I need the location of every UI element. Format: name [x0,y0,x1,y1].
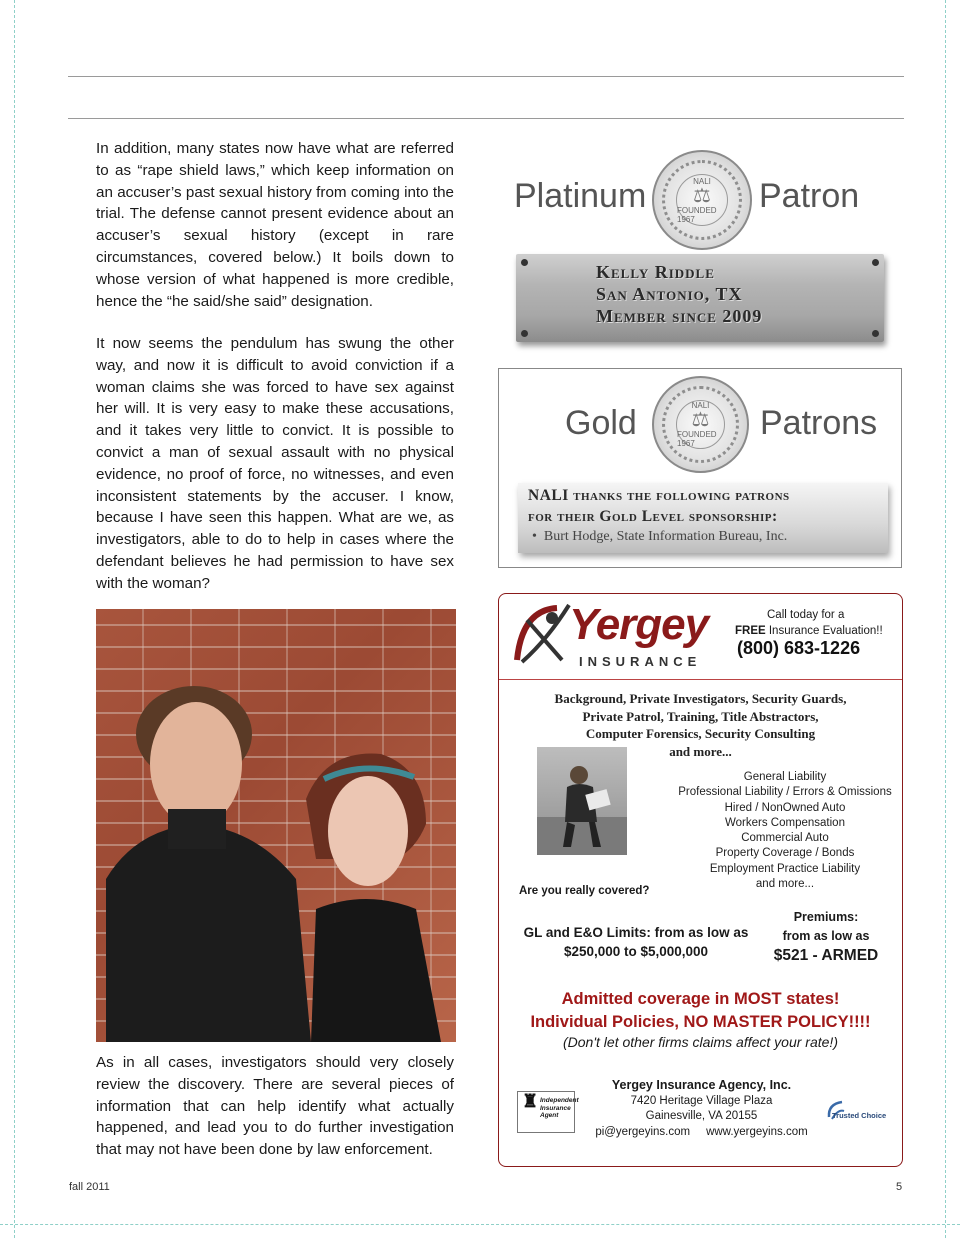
plaque-name: Kelly Riddle [596,262,715,282]
agency-street: 7420 Heritage Village Plaza [630,1094,773,1107]
gold-thanks-line-1: NALI thanks the following patrons [528,487,790,504]
article-paragraph-2: It now seems the pendulum has swung the other way, and now it is difficult to avoid conviction if a woman claims she was forced to have sex against her will. It is very easy to make these accusations, and it takes very little to convict. It is possible to convict a man of sexual assault with no physical evidence, no proof of force, no witnesses, and even inconsistent statements by the accuser. I know, because I have seen this happen. What are we, as investigators, able to do to help in cases where the defendant believes he had permission to have sex with the woman? [96,335,454,592]
article-paragraph-1: In addition, many states now have what are referred to as “rape shield laws,” which keep information on an accuser’s past sexual history from coming into the trial. The defense cannot present evidence about an accuser’s sexual history (except in rare circumstances, covered below.) It boils down to whose version of what happened is more credible, hence the “he said/she said” designation. [96,140,454,310]
seal-bottom-text: FOUNDED 1967 [677,205,717,224]
admitted-line-2: Individual Policies, NO MASTER POLICY!!!! [530,1013,871,1031]
admitted-line-1: Admitted coverage in MOST states! [561,990,840,1008]
yergey-brand-sub: INSURANCE [579,654,702,669]
gold-patron-item [532,529,787,545]
article-paragraph-3: As in all cases, investigators should very closely review the discovery. There are several pieces of information that can help identify what actually happened, and lead you to do further investigation that may not have been done by law enforcement. [96,1054,454,1159]
coverage-item: General Liability [743,771,827,783]
seal-top-text: NALI [693,176,711,186]
patron-word: Patron [759,177,860,215]
agency-website[interactable]: www.yergeyins.com [706,1125,808,1138]
article-photo [96,609,456,1042]
admitted-text [499,988,902,1034]
coverage-item: Hired / NonOwned Auto [724,801,846,814]
scales-icon: ⚖ [691,409,710,431]
independent-agent-badge [517,1091,579,1133]
covered-question: Are you really covered? [519,885,650,897]
seal-top-text: NALI [691,401,710,410]
premiums-price: $521 - ARMED [773,947,879,964]
header-rule-bottom [68,118,904,119]
coverage-item: Commercial Auto [741,832,829,845]
service-line: Computer Forensics, Security Consulting [585,726,816,741]
free-evaluation-text [735,625,883,637]
gold-thanks-bar [518,483,888,553]
coverage-item: Professional Liability / Errors & Omissions [678,786,892,799]
guide-bottom [0,1224,960,1225]
service-line: and more... [669,743,732,759]
yergey-brand: Yergey [569,600,709,649]
guide-right [945,0,946,1238]
worried-man-photo [537,747,627,855]
platinum-word: Platinum [514,177,647,215]
agency-email[interactable]: pi@yergeyins.com [595,1125,691,1138]
limits-line-1: GL and E&O Limits: from as low as [523,925,749,940]
coverage-list [675,770,895,892]
limits-line-2: $250,000 to $5,000,000 [563,944,709,959]
gold-thanks-line-2: for their Gold Level sponsorship: [528,508,778,525]
limits-text [511,923,761,961]
issue-label: fall 2011 [69,1181,110,1193]
premiums-from: from as low as [782,929,870,943]
plaque-member-since: Member since 2009 [596,306,763,326]
phone-number[interactable]: (800) 683-1226 [737,638,861,658]
coverage-item: Workers Compensation [725,816,845,829]
agency-city: Gainesville, VA 20155 [645,1110,758,1122]
coverage-item: and more... [755,878,815,891]
gold-patron-name: Burt Hodge, State Information Bureau, Inc. [543,529,788,544]
couple-illustration [96,609,456,1042]
service-line: Background, Private Investigators, Security Guards, [554,691,847,706]
rate-note: (Don't let other firms claims affect your rate!) [563,1034,838,1050]
plaque-city: San Antonio, TX [596,284,743,304]
agent-figure-icon: ♜ [522,1091,539,1111]
coverage-item: Employment Practice Liability [709,862,861,875]
yergey-logo-icon [507,600,577,672]
platinum-plaque [516,254,884,342]
agency-contact [594,1078,809,1140]
page-number: 5 [896,1181,903,1193]
coverage-item: Property Coverage / Bonds [715,847,855,860]
premiums-text [761,908,891,966]
premiums-label: Premiums: [793,910,859,924]
scales-icon: ⚖ [693,184,711,207]
worried-man-illustration [537,747,627,855]
call-today-text: Call today for a [767,609,845,621]
trusted-choice-text: Trusted Choice [832,1111,887,1120]
nali-seal-gold [652,376,749,473]
seal-bottom-text: FOUNDED 1967 [677,430,717,448]
guide-left [14,0,15,1238]
trusted-choice-badge [826,1099,890,1133]
service-line: Private Patrol, Training, Title Abstractors, [582,708,819,724]
agency-name: Yergey Insurance Agency, Inc. [611,1078,792,1092]
nali-seal-platinum [652,150,752,250]
yergey-ad [498,593,903,1167]
header-rule-top [68,76,904,77]
free-label: FREE [735,625,766,637]
evaluation-label: Insurance Evaluation!! [765,625,883,637]
patrons-word: Patrons [760,404,878,442]
independent-agent-text: Independent Insurance Agent [540,1097,579,1119]
bullet-icon: • [532,529,544,544]
gold-word: Gold [565,404,637,442]
